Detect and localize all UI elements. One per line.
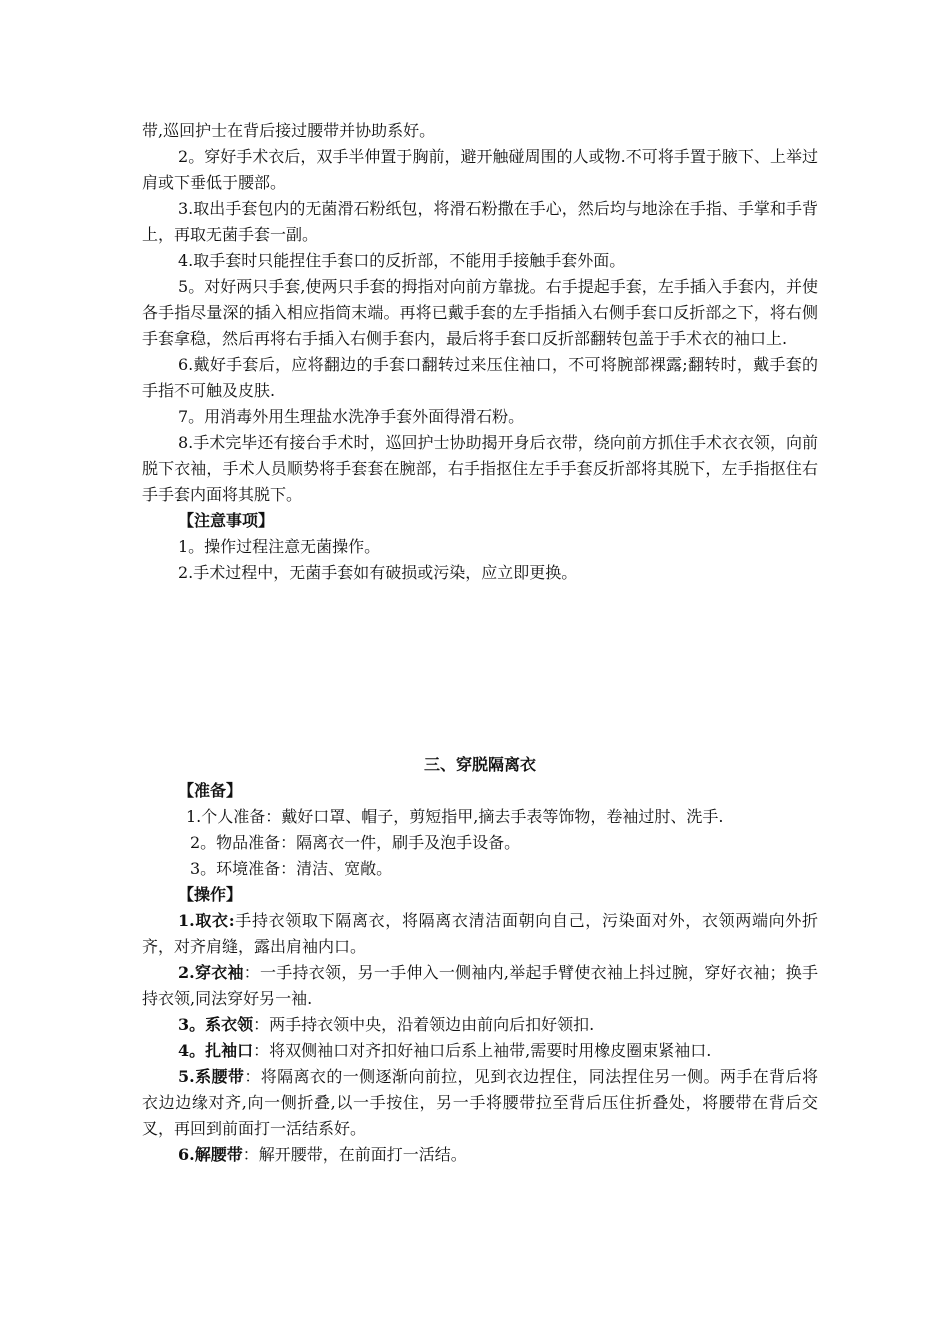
- step-text: ：将双侧袖口对齐扣好袖口后系上袖带,需要时用橡皮圈束紧袖口.: [253, 1041, 712, 1060]
- operation-heading: 【操作】: [178, 885, 243, 904]
- step-text: ：将隔离衣的一侧逐渐向前拉，见到衣边捏住，同法捏住另一侧。两手在背后将衣边边缘对齐,向一侧折叠,以一手按住，另一手将腰带拉至背后压住折叠处，将腰带在背后交叉，再回到前面打一活结系好。: [142, 1067, 818, 1138]
- section-title: 三、穿脱隔离衣: [423, 755, 536, 774]
- paragraph-step-7: 7。用消毒外用生理盐水洗净手套外面得滑石粉。: [178, 407, 525, 426]
- step-label: 6.解腰带: [178, 1145, 243, 1164]
- step-text: ：一手持衣领，另一手伸入一侧袖内,举起手臂使衣袖上抖过腕，穿好衣袖；换手持衣领,同法穿好另一袖.: [142, 963, 818, 1008]
- step-tie-cuffs: [142, 1038, 818, 1064]
- step-untie-waistband: [142, 1142, 818, 1168]
- step-text: ：解开腰带，在前面打一活结。: [242, 1145, 467, 1164]
- paragraph-step-2: 2。穿好手术衣后，双手半伸置于胸前，避开触碰周围的人或物.不可将手置于腋下、上举过肩或下垂低于腰部。: [142, 147, 818, 192]
- document-page: [142, 118, 818, 1168]
- step-text: ：两手持衣领中央，沿着领边由前向后扣好领扣.: [253, 1015, 595, 1034]
- note-item-2: 2.手术过程中，无菌手套如有破损或污染，应立即更换。: [178, 563, 578, 582]
- paragraph-step-6: 6.戴好手套后，应将翻边的手套口翻转过来压住袖口，不可将腕部裸露;翻转时，戴手套的手指不可触及皮肤.: [142, 355, 818, 400]
- paragraph-gown-waistband: 带,巡回护士在背后接过腰带并协助系好。: [142, 121, 436, 140]
- note-item-1: 1。操作过程注意无菌操作。: [178, 537, 381, 556]
- paragraph-step-5: 5。对好两只手套,使两只手套的拇指对向前方靠拢。右手提起手套，左手插入手套内，并使各手指尽量深的插入相应指筒末端。再将已戴手套的左手指插入右侧手套口反折部之下，将右侧手套拿稳，然后再将右手插入右侧手套内，最后将手套口反折部翻转包盖于手术衣的袖口上.: [142, 277, 818, 348]
- step-tie-waistband: [142, 1064, 818, 1142]
- step-text: 手持衣领取下隔离衣，将隔离衣清洁面朝向自己，污染面对外，衣领两端向外折齐，对齐肩缝，露出肩袖内口。: [142, 911, 818, 956]
- step-tie-collar: [142, 1012, 818, 1038]
- prep-heading: 【准备】: [178, 781, 243, 800]
- step-label: 5.系腰带: [178, 1067, 245, 1086]
- step-wear-sleeves: [142, 960, 818, 1012]
- step-label: 2.穿衣袖: [178, 963, 244, 982]
- paragraph-step-4: 4.取手套时只能捏住手套口的反折部，不能用手接触手套外面。: [178, 251, 626, 270]
- prep-item-materials: 2。物品准备：隔离衣一件，刷手及泡手设备。: [190, 833, 521, 852]
- paragraph-step-8: 8.手术完毕还有接台手术时，巡回护士协助揭开身后衣带，绕向前方抓住手术衣衣领，向前脱下衣袖，手术人员顺势将手套套在腕部，右手指抠住左手手套反折部将其脱下，左手指抠住右手手套内面将其脱下。: [142, 433, 818, 504]
- prep-item-environment: 3。环境准备：清洁、宽敞。: [190, 859, 393, 878]
- prep-item-personal: 1.个人准备：戴好口罩、帽子，剪短指甲,摘去手表等饰物，卷袖过肘、洗手.: [186, 807, 724, 826]
- step-label: 3。系衣领: [178, 1015, 254, 1034]
- step-label: 4。扎袖口: [178, 1041, 254, 1060]
- notes-heading: 【注意事项】: [178, 511, 275, 530]
- paragraph-step-3: 3.取出手套包内的无菌滑石粉纸包，将滑石粉撒在手心，然后均与地涂在手指、手掌和手背上，再取无菌手套一副。: [142, 199, 818, 244]
- step-label: 1.取衣:: [178, 911, 235, 930]
- page-break-gap: [142, 586, 818, 752]
- step-take-gown: [142, 908, 818, 960]
